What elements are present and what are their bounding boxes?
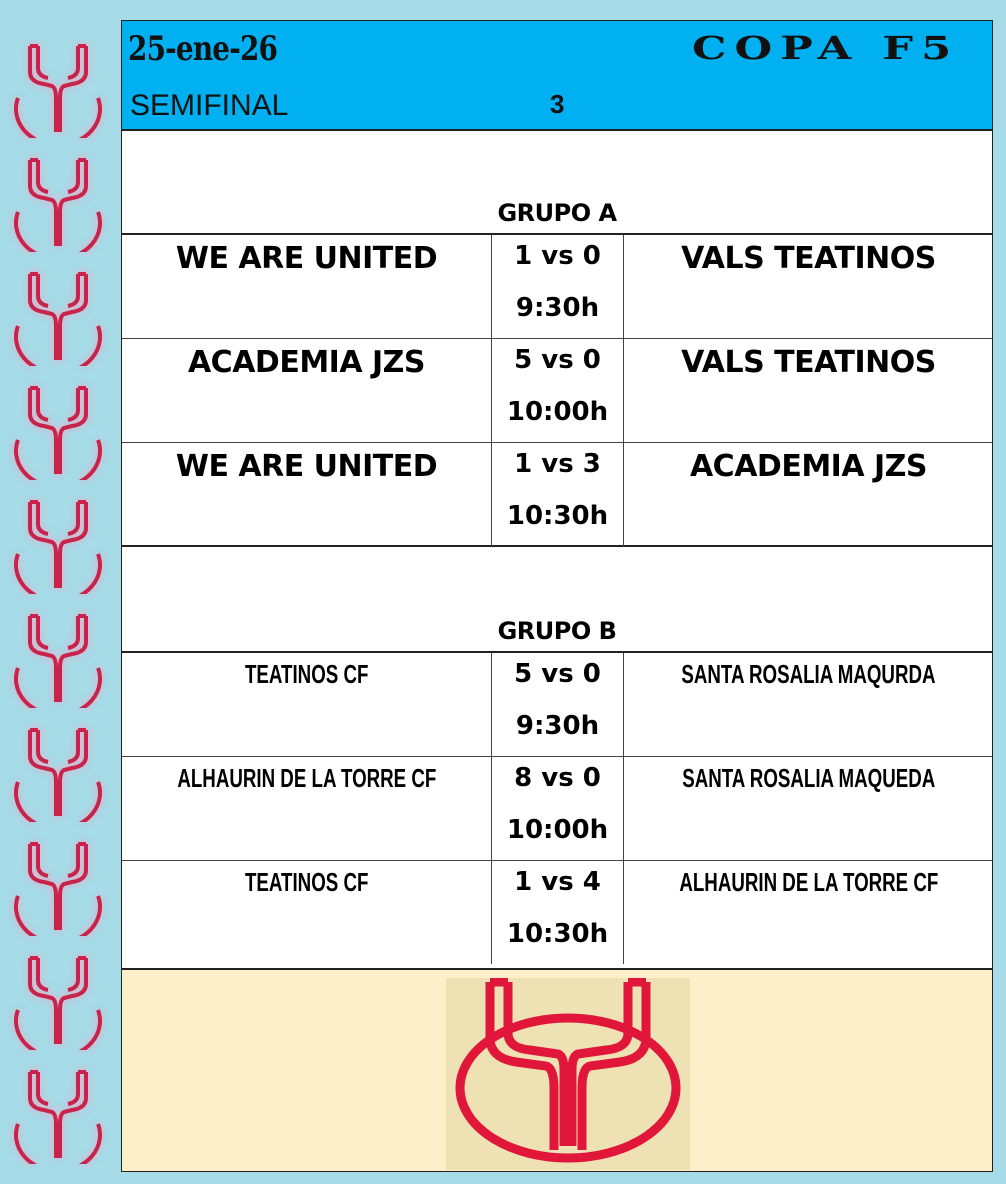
match-row <box>122 443 992 547</box>
trophy-icon <box>8 836 108 936</box>
away-team <box>625 867 992 898</box>
score: 8 vs 0 <box>514 763 601 793</box>
trophy-icon <box>8 494 108 594</box>
side-trophy-column <box>0 0 120 1184</box>
away-team-name: SANTA ROSALIA MAQURDA <box>681 659 936 689</box>
match-row <box>122 235 992 339</box>
kickoff-time: 10:30h <box>506 919 609 949</box>
trophy-icon <box>8 1064 108 1164</box>
home-team <box>122 763 491 794</box>
away-team <box>625 659 992 690</box>
kickoff-time: 9:30h <box>515 711 600 741</box>
home-team: WE ARE UNITED <box>175 449 438 484</box>
trophy-icon <box>8 152 108 252</box>
home-team <box>122 867 491 898</box>
match-row <box>122 339 992 443</box>
trophy-icon <box>8 380 108 480</box>
trophy-icon <box>8 38 108 138</box>
score-cell <box>491 443 624 546</box>
away-team-name: ALHAURIN DE LA TORRE CF <box>679 867 938 897</box>
trophy-icon <box>8 950 108 1050</box>
home-team: WE ARE UNITED <box>175 241 438 276</box>
kickoff-time: 10:00h <box>506 815 609 845</box>
group-a-title: GRUPO A <box>497 199 617 227</box>
trophy-icon <box>8 608 108 708</box>
away-team-name: SANTA ROSALIA MAQUEDA <box>681 763 936 793</box>
round-number: 3 <box>550 89 565 119</box>
group-b-title: GRUPO B <box>497 617 617 645</box>
home-team-name: ALHAURIN DE LA TORRE CF <box>177 763 436 793</box>
cup-logo-icon <box>446 978 690 1170</box>
home-team-name: TEATINOS CF <box>244 867 369 897</box>
score-cell <box>491 339 624 442</box>
footer-panel <box>122 968 992 1171</box>
away-team: VALS TEATINOS <box>681 345 936 380</box>
kickoff-time: 10:00h <box>506 397 609 427</box>
header-banner <box>122 21 992 131</box>
group-b-header <box>122 549 992 653</box>
score-cell <box>491 235 624 338</box>
cup-logo-svg <box>446 978 690 1170</box>
score: 1 vs 3 <box>514 449 601 479</box>
away-team: VALS TEATINOS <box>681 241 936 276</box>
match-row <box>122 757 992 861</box>
results-sheet <box>121 20 993 1172</box>
score-cell <box>491 757 624 860</box>
score: 1 vs 0 <box>514 241 601 271</box>
score: 5 vs 0 <box>514 345 601 375</box>
home-team-name: TEATINOS CF <box>244 659 369 689</box>
kickoff-time: 10:30h <box>506 501 609 531</box>
score-cell <box>491 653 624 756</box>
match-date: 25-ene-26 <box>128 29 278 69</box>
match-row <box>122 653 992 757</box>
phase-label: SEMIFINAL <box>130 89 289 122</box>
kickoff-time: 9:30h <box>515 293 600 323</box>
trophy-icon <box>8 722 108 822</box>
away-team <box>625 763 992 794</box>
home-team: ACADEMIA JZS <box>187 345 426 380</box>
match-row <box>122 861 992 965</box>
score: 5 vs 0 <box>514 659 601 689</box>
score-cell <box>491 861 624 964</box>
home-team <box>122 659 491 690</box>
score: 1 vs 4 <box>514 867 601 897</box>
trophy-icon <box>8 266 108 366</box>
group-a-header <box>122 131 992 235</box>
tournament-title: COPA F5 <box>692 29 960 67</box>
away-team: ACADEMIA JZS <box>689 449 928 484</box>
